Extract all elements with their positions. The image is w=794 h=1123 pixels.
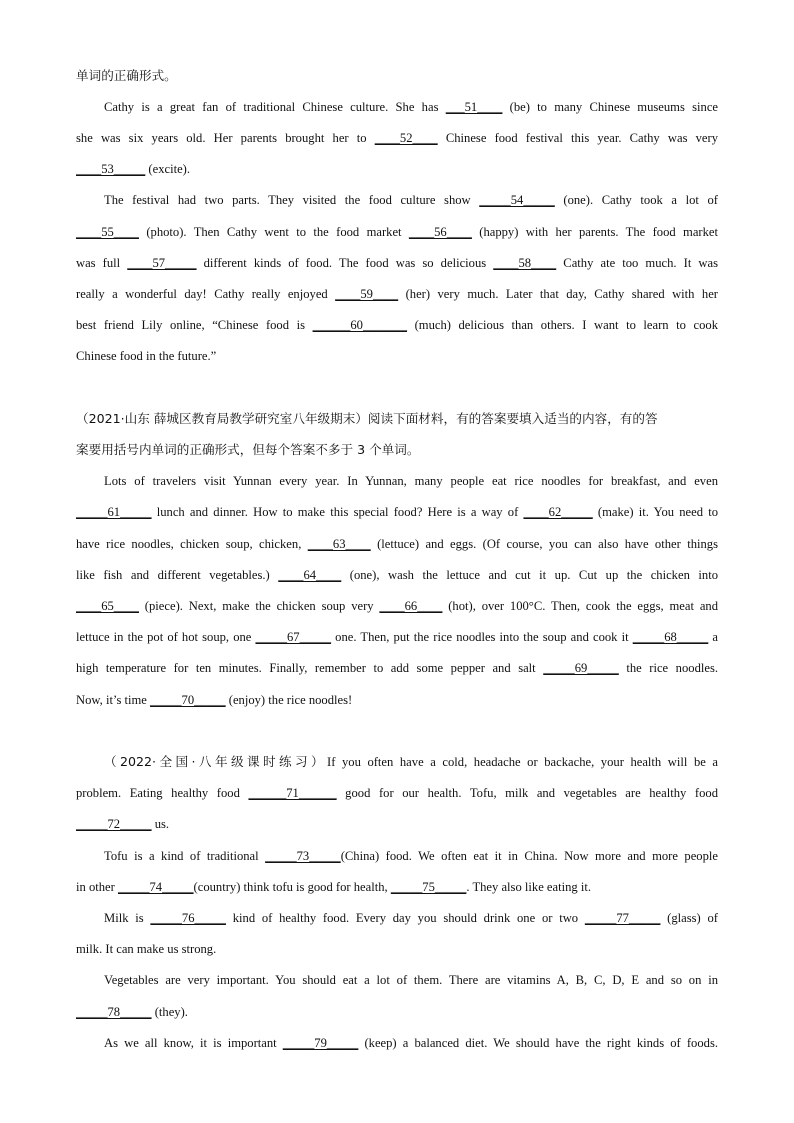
passage-text: (hot), over 100°C. Then, cook the eggs, meat and (442, 599, 718, 613)
passage-text: (lettuce) and eggs. (Of course, you can also have other things (370, 537, 718, 551)
answer-blank: _____76_____ (150, 911, 226, 925)
passage-text: (piece). Next, make the chicken soup very (138, 599, 380, 613)
answer-blank: _____68_____ (632, 630, 709, 644)
passage-text: (be) to many Chinese museums since (502, 100, 718, 114)
passage-text: Tofu is a kind of traditional (104, 849, 266, 863)
answer-blank: ______71______ (248, 786, 337, 800)
passage-text: (one), wash the lettuce and cut it up. Cut up the chicken into (341, 568, 718, 582)
answer-blank: ___51____ (445, 100, 503, 114)
passage-text: Chinese food in the future.” (76, 349, 217, 363)
passage-line (104, 972, 718, 988)
answer-blank: ____62_____ (523, 505, 593, 519)
passage-text: Cathy is a great fan of traditional Chinese culture. She has (104, 100, 446, 114)
passage-text: As we all know, it is important (104, 1036, 283, 1050)
passage-line (76, 286, 718, 302)
passage-line (76, 536, 718, 552)
passage-text: (they). (151, 1005, 188, 1019)
passage-text: was full (76, 256, 128, 270)
passage-text: good for our health. Tofu, milk and vegetables are healthy food (336, 786, 718, 800)
instruction-tail: 单词的正确形式。 (76, 68, 177, 83)
passage-line (104, 848, 718, 864)
answer-blank: ____58____ (493, 256, 557, 270)
passage-text: (glass) of (660, 911, 718, 925)
passage-text: Chinese food festival this year. Cathy was very (437, 131, 718, 145)
passage-line (76, 255, 718, 271)
passage-text: (country) think tofu is good for health, (193, 880, 391, 894)
passage-line (104, 99, 718, 115)
passage-line (76, 879, 718, 895)
answer-blank: _____75_____ (390, 880, 467, 894)
answer-blank: ____55____ (76, 225, 139, 239)
passage-line (104, 910, 718, 926)
passage-text: lunch and dinner. How to make this special food? Here is a way of (151, 505, 524, 519)
passage-text: (keep) a balanced diet. We should have the right kinds of foods. (358, 1036, 718, 1050)
passage-line (76, 567, 718, 583)
answer-blank: _____78_____ (76, 1005, 152, 1019)
answer-blank: _____69_____ (543, 661, 619, 675)
passage-text: us. (151, 817, 170, 831)
passage-text: one. Then, put the rice noodles into the soup and cook it (331, 630, 633, 644)
passage-line (76, 504, 718, 520)
answer-blank: _____74_____ (117, 880, 194, 894)
passage-text: problem. Eating healthy food (76, 786, 249, 800)
passage-text: (happy) with her parents. The food market (471, 225, 718, 239)
passage-text: milk. It can make us strong. (76, 942, 217, 956)
passage-line (104, 473, 718, 489)
passage-line (76, 629, 718, 645)
passage-text: a (708, 630, 718, 644)
passage-text (327, 755, 718, 769)
passage-line (76, 130, 718, 146)
answer-blank: ____57_____ (127, 256, 197, 270)
answer-blank: ____63____ (307, 537, 371, 551)
answer-blank: ____53_____ (76, 162, 146, 176)
passage-text: (make) it. You need to (592, 505, 718, 519)
section-header: （2022·全国·八年级课时练习） (104, 754, 328, 769)
passage-text: (excite). (145, 162, 191, 176)
section-header: （2021·山东 薛城区教育局教学研究室八年级期末）阅读下面材料，有的答案要填入适当的内容，有的答 (76, 411, 658, 426)
answer-blank: _____73_____ (265, 849, 341, 863)
section-header: 案要用括号内单词的正确形式，但每个答案不多于 3 个单词。 (76, 442, 420, 457)
passage-text: Vegetables are very important. You should eat a lot of them. There are vitamins A, B, C, D, E and so on in (104, 973, 718, 987)
answer-blank: ____66____ (379, 599, 443, 613)
answer-blank: _____54_____ (479, 193, 555, 207)
passage-text: she was six years old. Her parents brought her to (76, 131, 375, 145)
passage-line (104, 754, 718, 770)
passage-line (76, 598, 718, 614)
passage-text: best friend Lily online, “Chinese food is (76, 318, 313, 332)
passage-line (104, 192, 718, 208)
answer-blank: ____64____ (278, 568, 342, 582)
passage-text: Cathy ate too much. It was (556, 256, 718, 270)
passage-text: (her) very much. Later that day, Cathy shared with her (398, 287, 718, 301)
passage-text: in other (76, 880, 118, 894)
passage-text: the rice noodles. (618, 661, 718, 675)
passage-line (76, 941, 718, 957)
answer-blank: _____70_____ (150, 693, 226, 707)
passage-line (76, 816, 718, 832)
passage-text: different kinds of food. The food was so delicious (196, 256, 494, 270)
passage-line (76, 161, 718, 177)
passage-text: Milk is (104, 911, 151, 925)
passage-text: If you often have a cold, headache or backache, your health will be a (327, 755, 718, 769)
passage-text: lettuce in the pot of hot soup, one (76, 630, 256, 644)
passage-line (76, 317, 718, 333)
passage-text: have rice noodles, chicken soup, chicken, (76, 537, 308, 551)
passage-line (76, 692, 718, 708)
passage-text: (China) food. We often eat it in China. Now more and more people (340, 849, 718, 863)
passage-text: like fish and different vegetables.) (76, 568, 279, 582)
passage-text: Now, it’s time (76, 693, 151, 707)
answer-blank: _____77_____ (584, 911, 661, 925)
passage-line (76, 660, 718, 676)
passage-text: The festival had two parts. They visited the food culture show (104, 193, 480, 207)
passage-line (104, 1035, 718, 1051)
passage-text: (much) delicious than others. I want to learn to cook (407, 318, 718, 332)
passage-line (76, 224, 718, 240)
answer-blank: ____59____ (335, 287, 399, 301)
passage-line (76, 785, 718, 801)
passage-text: kind of healthy food. Every day you should drink one or two (225, 911, 585, 925)
answer-blank: ____65____ (76, 599, 139, 613)
answer-blank: ______60_______ (312, 318, 408, 332)
passage-text: (photo). Then Cathy went to the food market (138, 225, 409, 239)
passage-line (76, 348, 718, 364)
answer-blank: _____67_____ (255, 630, 332, 644)
answer-blank: ____52____ (374, 131, 438, 145)
answer-blank: _____79_____ (282, 1036, 359, 1050)
passage-text: high temperature for ten minutes. Finally, remember to add some pepper and salt (76, 661, 544, 675)
answer-blank: _____61_____ (76, 505, 152, 519)
answer-blank: ____56____ (408, 225, 472, 239)
passage-text: (enjoy) the rice noodles! (225, 693, 353, 707)
passage-text: really a wonderful day! Cathy really enjoyed (76, 287, 336, 301)
passage-text: . They also like eating it. (466, 880, 592, 894)
answer-blank: _____72_____ (76, 817, 152, 831)
passage-text: Lots of travelers visit Yunnan every year. In Yunnan, many people eat rice noodles for breakfast, and even (104, 474, 718, 488)
passage-line (76, 1004, 718, 1020)
passage-text: (one). Cathy took a lot of (554, 193, 718, 207)
